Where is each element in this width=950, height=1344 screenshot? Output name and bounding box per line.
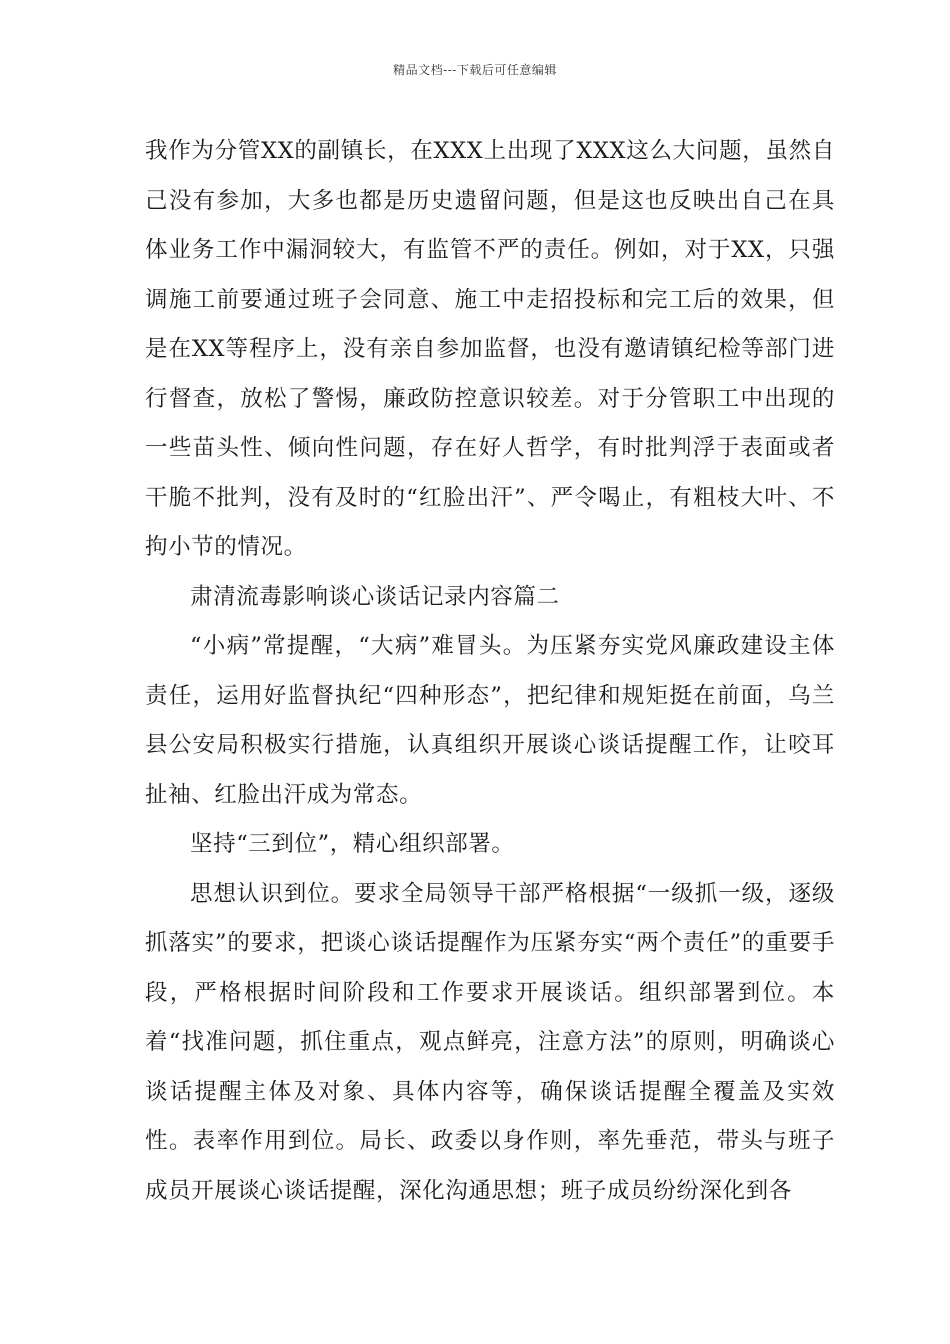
page-header: 精品文档---下载后可任意编辑 [393,63,557,77]
section-heading: 肃清流毒影响谈心谈话记录内容篇二 [190,583,560,610]
paragraph-3: 思想认识到位。要求全局领导干部严格根据“一级抓一级，逐级抓落实”的要求，把谈心谈话提醒作为压紧夯实“两个责任”的重要手段，严格根据时间阶段和工作要求开展谈话。组织部署到位。本着“找准问题，抓住重点，观点鲜亮，注意方法”的原则，明确谈心谈话提醒主体及对象、具体内容等，确保谈话提醒全覆盖及实效性。表率作用到位。局长、政委以身作则，率先垂范，带头与班子成员开展谈心谈话提醒，深化沟通思想；班子成员纷纷深化到各 [145,880,835,1204]
paragraph-1: 我作为分管XX的副镇长，在XXX上出现了XXX这么大问题，虽然自己没有参加，大多也都是历史遗留问题，但是这也反映出自己在具体业务工作中漏洞较大，有监管不严的责任。例如，对于XX，只强调施工前要通过班子会同意、施工中走招投标和完工后的效果，但是在XX等程序上，没有亲自参加监督，也没有邀请镇纪检等部门进行督查，放松了警惕，廉政防控意识较差。对于分管职工中出现的一些苗头性、倾向性问题，存在好人哲学，有时批判浮于表面或者干脆不批判，没有及时的“红脸出汗”、严令喝止，有粗枝大叶、不拘小节的情况。 [145,138,835,560]
document-body [145,127,835,1216]
paragraph-2: “小病”常提醒，“大病”难冒头。为压紧夯实党风廉政建设主体责任，运用好监督执纪“四种形态”，把纪律和规矩挺在前面，乌兰县公安局积极实行措施，认真组织开展谈心谈话提醒工作，让咬耳扯袖、红脸出汗成为常态。 [145,633,835,808]
subheading: 坚持“三到位”，精心组织部署。 [190,831,515,857]
